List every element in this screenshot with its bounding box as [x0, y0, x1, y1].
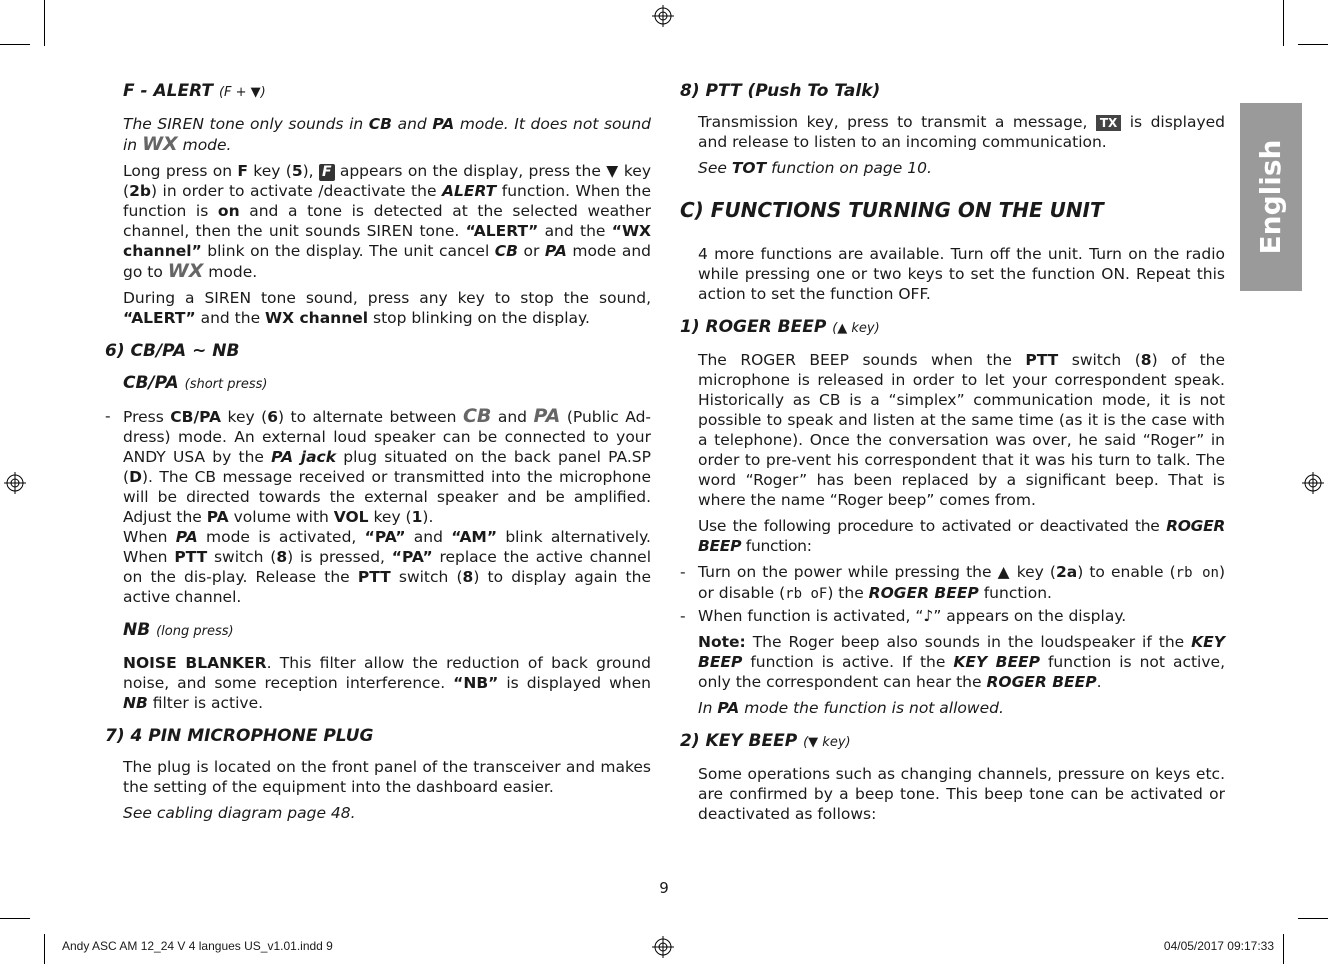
- language-tab: [1240, 103, 1302, 291]
- cbpa-subheading: CB/PA (short press): [123, 373, 268, 393]
- alert-heading: F - ALERT (F + ▼): [123, 81, 266, 101]
- roger-text: The ROGER BEEP sounds when the PTT switch (8) of the microphone is released in order to let your correspondent speak. Historically as CB is a “simplex” communication mode, it is not possible to speak and listen at the same time (as it is the case with a telephone). Once the conversation was over, he said “Roger” in order to pre-vent his correspondent that it was his turn to talk. The word “Roger” has been replaced by a significant beep. That is where the name “Roger beep” comes from.: [698, 351, 1226, 509]
- mic-heading: 7) 4 PIN MICROPHONE PLUG: [105, 726, 374, 746]
- pa-mode-note: In PA mode the function is not allowed.: [698, 699, 1004, 717]
- crop-mark: [0, 918, 30, 919]
- crop-mark: [1283, 0, 1284, 46]
- left-column: [105, 80, 651, 829]
- siren-note: The SIREN tone only sounds in CB and PA mode. It does not sound in WX mode.: [123, 115, 652, 155]
- crop-mark: [1298, 44, 1328, 45]
- roger-heading: 1) ROGER BEEP (▲ key): [680, 317, 880, 337]
- tx-display-icon: TX: [1096, 115, 1121, 131]
- section-c-heading: C) FUNCTIONS TURNING ON THE UNIT: [680, 198, 1104, 222]
- siren-stop-text: During a SIREN tone sound, press any key to stop the sound, “ALERT” and the WX channel stop blinking on the display.: [123, 289, 651, 327]
- crop-mark: [1298, 918, 1328, 919]
- keybeep-text: Some operations such as changing channels, pressure on keys etc. are confirmed by a beep tone. This beep tone can be activated or deactivated as follows:: [698, 765, 1225, 823]
- crop-mark: [44, 0, 45, 46]
- crop-mark: [0, 44, 30, 45]
- cbpa-heading: 6) CB/PA ~ NB: [105, 341, 240, 361]
- right-column: [680, 80, 1225, 830]
- cabling-note: See cabling diagram page 48.: [123, 804, 356, 822]
- mic-text: The plug is located on the front panel of the transceiver and makes the setting of the equipment into the dashboard easier.: [123, 758, 651, 796]
- footer-timestamp: 04/05/2017 09:17:33: [1163, 939, 1274, 953]
- nb-subheading: NB (long press): [123, 620, 234, 640]
- footer-filename: Andy ASC AM 12_24 V 4 langues US_v1.01.indd 9: [62, 939, 333, 953]
- roger-note: Note: The Roger beep also sounds in the loudspeaker if the KEY BEEP function is active. If the KEY BEEP function is not active, only the correspondent can hear the ROGER BEEP.: [698, 633, 1225, 691]
- alert-longpress-text: Long press on F key (5), F appears on the display, press the ▼ key (2b) in order to activate /deactivate the ALERT function. When the function is on and a tone is detected at the selected weather channel, then the unit sounds SIREN tone. “ALERT” and the “WX channel” blink on the display. The unit cancel CB or PA mode and go to WX mode.: [123, 162, 651, 282]
- roger-bullet-enable: - Turn on the power while pressing the ▲ key (2a) to enable (rb on) or disable (rb oF) the ROGER BEEP function.: [680, 563, 1225, 602]
- page-number: 9: [659, 879, 669, 897]
- down-arrow-icon: ▼: [606, 162, 619, 180]
- up-arrow-icon: ▲: [997, 563, 1011, 581]
- functions-intro: 4 more functions are available. Turn off the unit. Turn on the radio while pressing one or two keys to set the function ON. Repeat this action to set the function OFF.: [698, 245, 1225, 303]
- registration-mark-icon: [1302, 472, 1324, 494]
- crop-mark: [44, 934, 45, 964]
- roger-bullet-display: - When function is activated, “♪” appears on the display.: [680, 607, 1127, 625]
- registration-mark-icon: [652, 5, 674, 27]
- registration-mark-icon: [4, 472, 26, 494]
- cbpa-bullet: - Press CB/PA key (6) to alternate between CB and PA (Public Ad-dress) mode. An external loud speaker can be connected to your ANDY USA by the PA jack plug situated on the back panel PA.SP (D). The CB message received or transmitted into the microphone will be directed towards the external speaker and be amplified. Adjust the PA volume with VOL key (1). When PA mode is activated, “PA” and “AM” blink alternatively. When PTT switch (8) is pressed, “PA” replace the active channel on the dis-play. Release the PTT switch (8) to display again the active channel.: [105, 405, 652, 606]
- roger-procedure: Use the following procedure to activated or deactivated the ROGER BEEP function:: [698, 517, 1225, 555]
- keybeep-heading: 2) KEY BEEP (▼ key): [680, 731, 851, 751]
- crop-mark: [1283, 934, 1284, 964]
- f-display-icon: F: [319, 164, 335, 181]
- noise-blanker-text: NOISE BLANKER. This filter allow the reduction of back ground noise, and some reception interference. “NB” is displayed when NB filter is active.: [123, 654, 651, 712]
- ptt-heading: 8) PTT (Push To Talk): [680, 81, 881, 101]
- note-icon: ♪: [923, 607, 934, 625]
- ptt-text: Transmission key, press to transmit a message, TX is displayed and release to listen to an incoming communication.: [698, 113, 1225, 151]
- registration-mark-icon: [652, 936, 674, 958]
- tot-note: See TOT function on page 10.: [698, 159, 932, 177]
- language-tab-label: English: [1254, 139, 1287, 255]
